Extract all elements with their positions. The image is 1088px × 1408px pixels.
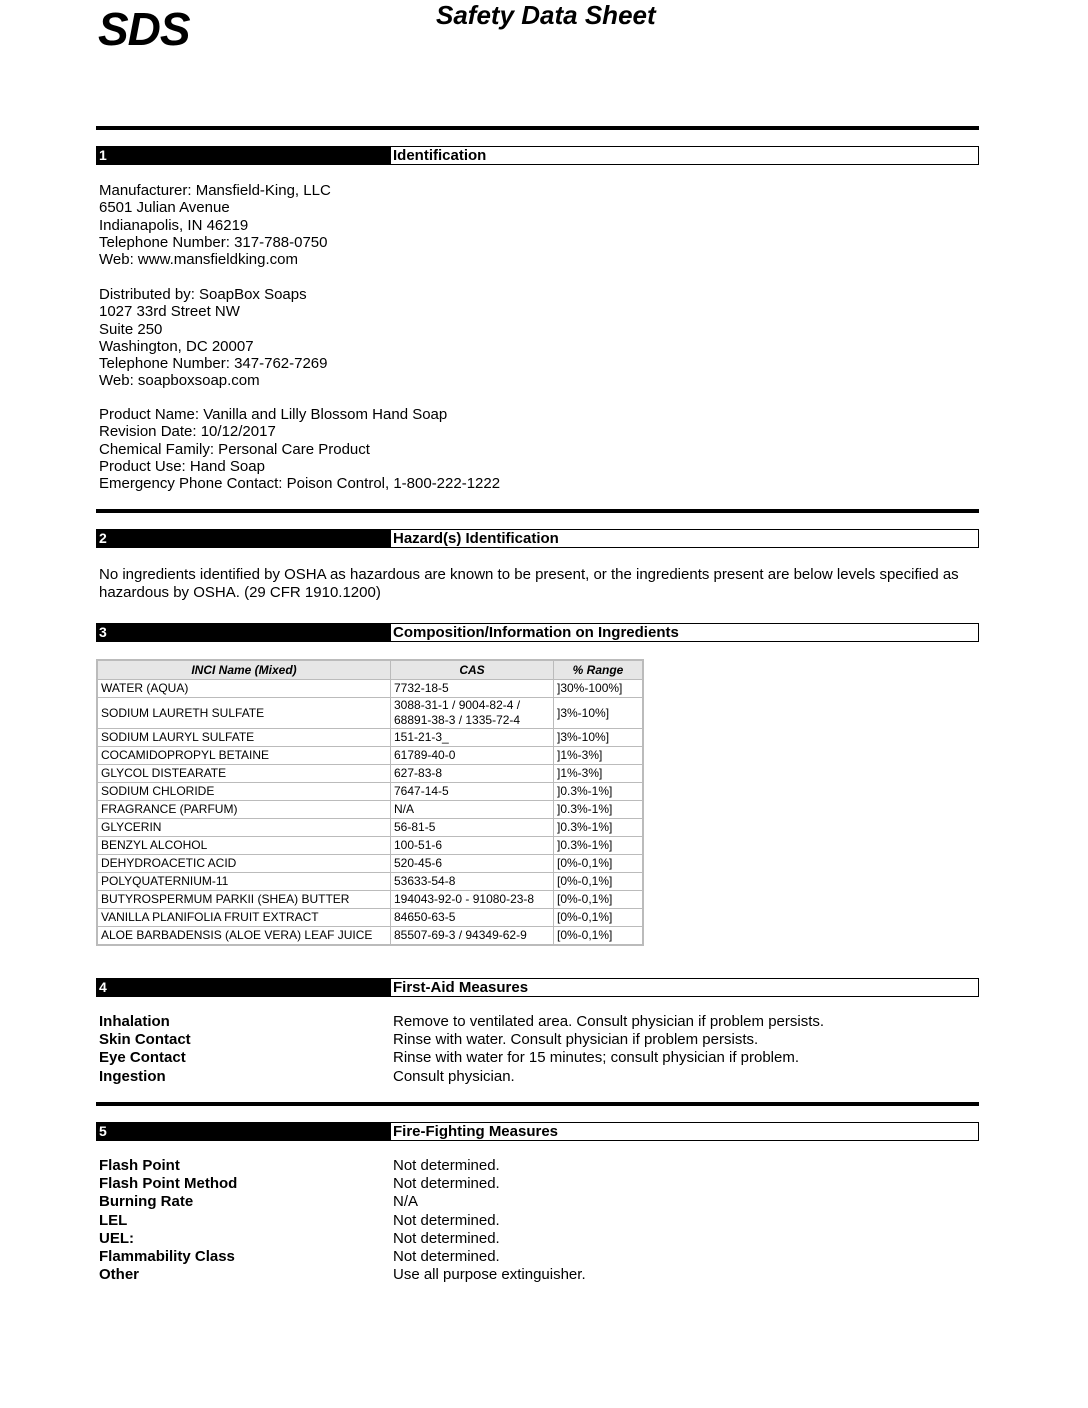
first-aid-value: Rinse with water. Consult physician if problem persists. [393,1031,759,1049]
section-title: First-Aid Measures [393,979,529,996]
fire-fighting-label: UEL: [99,1229,134,1247]
table-row [97,783,643,801]
first-aid-label: Eye Contact [99,1049,186,1067]
cas-cell: 7732-18-5 [391,680,554,698]
table-row [97,747,643,765]
fire-fighting-value: Not determined. [393,1211,500,1229]
section-number: 2 [97,530,391,547]
fire-fighting-value: Not determined. [393,1157,500,1174]
cas-cell: 520-45-6 [391,855,554,873]
first-aid-value: Rinse with water for 15 minutes; consult physician if problem. [393,1049,800,1067]
fire-fighting-row [99,1193,586,1211]
distributor-line: Washington, DC 20007 [99,337,254,355]
cas-cell: 7647-14-5 [391,783,554,801]
manufacturer-line: Indianapolis, IN 46219 [99,216,249,234]
table-row [97,909,643,927]
hazard-statement: No ingredients identified by OSHA as hazardous are known to be present, or the ingredients present are below levels specified as hazardous by OSHA. (29 CFR 1910.1200) [99,566,959,601]
table-row [97,698,643,729]
table-row [97,765,643,783]
fire-fighting-row [99,1266,586,1284]
cas-cell: 194043-92-0 - 91080-23-8 [391,891,554,909]
range-cell: ]0.3%-1%] [554,783,644,801]
first-aid-label: Skin Contact [99,1031,191,1049]
section-number: 5 [97,1123,391,1140]
product-line: Emergency Phone Contact: Poison Control, 1-800-222-1222 [99,475,501,493]
range-cell: ]0.3%-1%] [554,819,644,837]
range-cell: [0%-0,1%] [554,873,644,891]
ingredient-name-cell: SODIUM CHLORIDE [97,783,391,801]
table-row [97,855,643,873]
product-block [99,406,500,492]
ingredient-name-cell: COCAMIDOPROPYL BETAINE [97,747,391,765]
ingredient-name-cell: ALOE BARBADENSIS (ALOE VERA) LEAF JUICE [97,927,391,946]
fire-fighting-row [99,1157,586,1175]
section-divider [96,509,979,513]
product-line: Chemical Family: Personal Care Product [99,440,370,458]
fire-fighting-label: Other [99,1266,140,1284]
first-aid-row [99,1031,824,1049]
range-cell: ]0.3%-1%] [554,801,644,819]
range-cell: [0%-0,1%] [554,891,644,909]
first-aid-row [99,1068,824,1086]
table-row [97,891,643,909]
ingredient-name-cell: GLYCERIN [97,819,391,837]
ingredients-table-body [97,680,643,946]
section-title: Hazard(s) Identification [393,530,559,547]
section-divider [96,1102,979,1106]
distributor-line: Telephone Number: 347-762-7269 [99,355,328,373]
ingredient-name-cell: WATER (AQUA) [97,680,391,698]
table-row [97,873,643,891]
table-row [97,680,643,698]
distributor-line: Web: soapboxsoap.com [99,372,260,390]
cas-cell: 627-83-8 [391,765,554,783]
manufacturer-line: Manufacturer: Mansfield-King, LLC [99,182,331,199]
range-cell: ]1%-3%] [554,765,644,783]
distributor-line: Distributed by: SoapBox Soaps [99,286,307,303]
cas-cell: 3088-31-1 / 9004-82-4 / 68891-38-3 / 1335-72-4 [391,698,554,729]
fire-fighting-value: Not determined. [393,1229,500,1247]
fire-fighting-value: Not determined. [393,1248,500,1266]
range-cell: ]30%-100%] [554,680,644,698]
fire-fighting-list [99,1157,586,1284]
ingredient-name-cell: SODIUM LAURYL SULFATE [97,729,391,747]
section-divider [96,126,979,130]
first-aid-value: Remove to ventilated area. Consult physician if problem persists. [393,1013,825,1030]
cas-cell: 84650-63-5 [391,909,554,927]
first-aid-value: Consult physician. [393,1067,515,1085]
cas-cell: 100-51-6 [391,837,554,855]
column-header: % Range [554,660,644,680]
table-header-row [97,660,643,680]
section-title: Fire-Fighting Measures [393,1123,559,1140]
range-cell: [0%-0,1%] [554,855,644,873]
fire-fighting-label: Flash Point Method [99,1175,238,1193]
section-title: Identification [393,147,487,164]
document-title: Safety Data Sheet [436,0,656,30]
ingredient-name-cell: FRAGRANCE (PARFUM) [97,801,391,819]
distributor-block [99,286,328,390]
fire-fighting-value: Not determined. [393,1175,500,1193]
fire-fighting-row [99,1212,586,1230]
range-cell: ]0.3%-1%] [554,837,644,855]
product-line: Revision Date: 10/12/2017 [99,423,276,441]
table-row [97,729,643,747]
ingredient-name-cell: VANILLA PLANIFOLIA FRUIT EXTRACT [97,909,391,927]
ingredient-name-cell: BUTYROSPERMUM PARKII (SHEA) BUTTER [97,891,391,909]
range-cell: ]3%-10%] [554,729,644,747]
table-row [97,819,643,837]
fire-fighting-label: Flash Point [99,1157,180,1174]
section-4-header [96,978,979,997]
table-row [97,801,643,819]
section-number: 1 [97,147,391,164]
cas-cell: 53633-54-8 [391,873,554,891]
section-2-header [96,529,979,548]
section-3-header [96,623,979,642]
cas-cell: 56-81-5 [391,819,554,837]
first-aid-row [99,1049,824,1067]
fire-fighting-label: LEL [99,1211,128,1229]
cas-cell: 85507-69-3 / 94349-62-9 [391,927,554,946]
first-aid-label: Ingestion [99,1067,166,1085]
column-header: INCI Name (Mixed) [97,660,391,680]
range-cell: ]3%-10%] [554,698,644,729]
fire-fighting-value: Use all purpose extinguisher. [393,1266,586,1284]
cas-cell: 61789-40-0 [391,747,554,765]
product-line: Product Name: Vanilla and Lilly Blossom Hand Soap [99,406,448,423]
range-cell: [0%-0,1%] [554,927,644,946]
distributor-line: 1027 33rd Street NW [99,303,240,321]
first-aid-list [99,1013,824,1086]
fire-fighting-row [99,1175,586,1193]
ingredient-name-cell: BENZYL ALCOHOL [97,837,391,855]
ingredient-name-cell: DEHYDROACETIC ACID [97,855,391,873]
product-line: Product Use: Hand Soap [99,457,265,475]
section-number: 3 [97,624,391,641]
distributor-line: Suite 250 [99,320,163,338]
ingredient-name-cell: POLYQUATERNIUM-11 [97,873,391,891]
range-cell: ]1%-3%] [554,747,644,765]
fire-fighting-row [99,1248,586,1266]
column-header: CAS [391,660,554,680]
fire-fighting-row [99,1230,586,1248]
manufacturer-block [99,182,331,268]
table-row [97,927,643,946]
manufacturer-line: 6501 Julian Avenue [99,199,230,217]
ingredients-table [96,659,644,946]
first-aid-label: Inhalation [99,1013,170,1030]
cas-cell: N/A [391,801,554,819]
section-5-header [96,1122,979,1141]
ingredient-name-cell: GLYCOL DISTEARATE [97,765,391,783]
ingredient-name-cell: SODIUM LAURETH SULFATE [97,698,391,729]
fire-fighting-label: Flammability Class [99,1248,235,1266]
manufacturer-line: Telephone Number: 317-788-0750 [99,233,328,251]
table-row [97,837,643,855]
first-aid-row [99,1013,824,1031]
fire-fighting-value: N/A [393,1193,419,1211]
section-title: Composition/Information on Ingredients [393,624,679,641]
cas-cell: 151-21-3_ [391,729,554,747]
fire-fighting-label: Burning Rate [99,1193,194,1211]
section-1-header [96,146,979,165]
range-cell: [0%-0,1%] [554,909,644,927]
section-number: 4 [97,979,391,996]
sds-logo: SDS [98,3,190,55]
manufacturer-line: Web: www.mansfieldking.com [99,251,298,269]
